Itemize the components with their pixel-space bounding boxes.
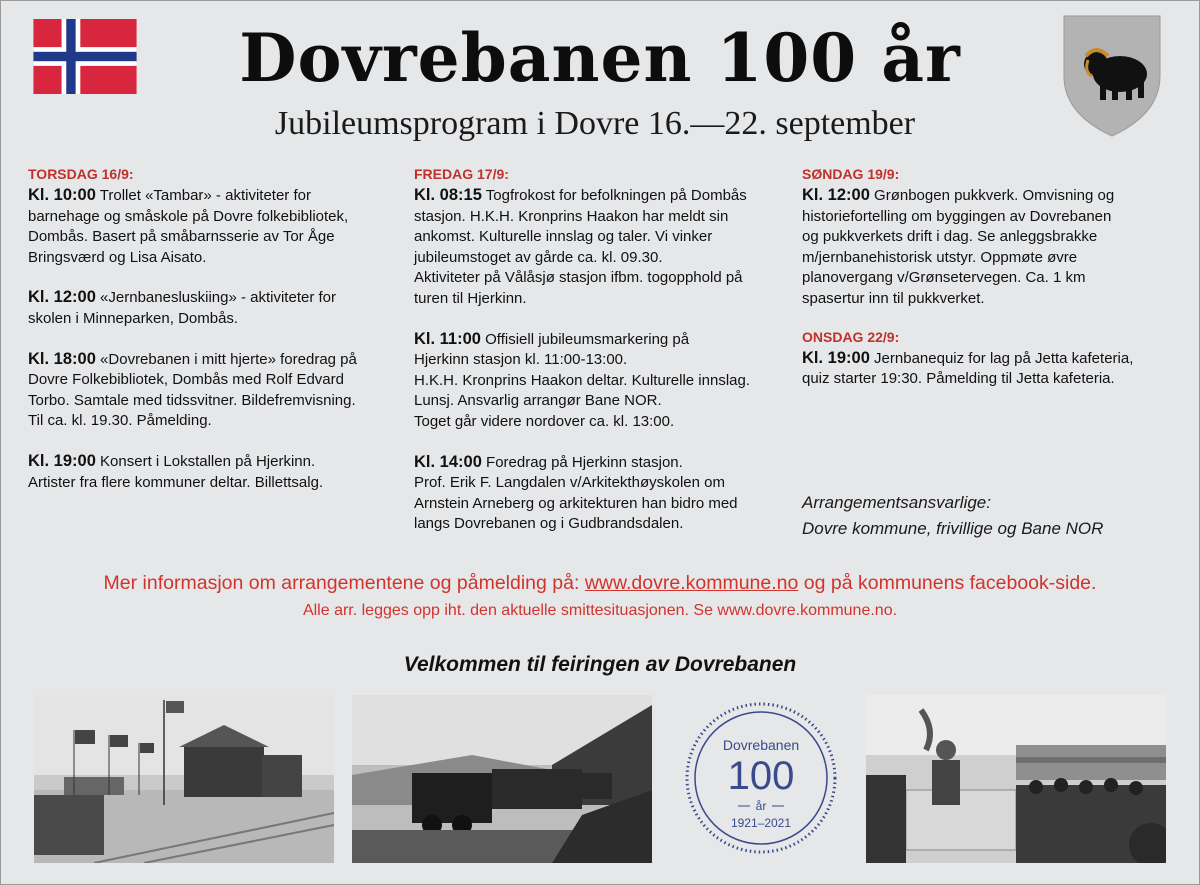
event-description: Jernbanequiz for lag på Jetta kafeteria, quiz starter 19:30. Påmelding til Jetta kafeteria. bbox=[802, 349, 1134, 388]
logo-unit: år bbox=[755, 799, 767, 813]
event-time: Kl. 14:00 bbox=[414, 452, 482, 471]
event-time: Kl. 18:00 bbox=[28, 349, 96, 368]
event-time: Kl. 08:15 bbox=[414, 186, 482, 204]
organizers-note: Arrangementsansvarlige: Dovre kommune, frivillige og Bane NOR bbox=[802, 493, 1104, 538]
steam-train-photo bbox=[352, 695, 652, 863]
event-description: Trollet «Tambar» - aktiviteter for barnehage og småskole på Dovre folkebibliotek, Dombås. Basert på småbarnsserie av Tor Åge Bringsværd og Lisa Aisato. bbox=[28, 187, 349, 266]
logo-number: 100 bbox=[727, 754, 795, 798]
page-title: Dovrebanen 100 år bbox=[239, 19, 961, 97]
event-time: Kl. 10:00 bbox=[28, 186, 96, 204]
day-label: TORSDAG 16/9: bbox=[28, 166, 134, 182]
event-item bbox=[28, 451, 408, 493]
royal-speech-photo bbox=[866, 695, 1166, 863]
day-label: ONSDAG 22/9: bbox=[802, 328, 900, 345]
info-line bbox=[0, 570, 1200, 596]
event-item bbox=[414, 185, 794, 310]
event-description: Offisiell jubileumsmarkering på Hjerkinn stasjon kl. 11:00-13:00. H.K.H. Kronprins Haakon deltar. Kulturelle innslag. Lunsj. Ansvarlig arrangør Bane NOR. Toget går videre nordover ca. kl. 13:00. bbox=[414, 330, 751, 430]
day-label: FREDAG 17/9: bbox=[414, 166, 509, 182]
event-item bbox=[28, 185, 408, 268]
historic-station-photo bbox=[34, 695, 334, 863]
event-item bbox=[28, 349, 408, 432]
logo-years: 1921–2021 bbox=[730, 816, 792, 830]
event-time: Kl. 12:00 bbox=[28, 288, 96, 307]
welcome-heading: Velkommen til feiringen av Dovrebanen bbox=[403, 653, 797, 676]
event-time: Kl. 12:00 bbox=[802, 186, 870, 204]
event-description: «Dovrebanen i mitt hjerte» foredrag på Dovre Folkebibliotek, Dombås med Rolf Edvard Torbo. Samtale med tidssvitner. Bildefremvisning. Til ca. kl. 19.30. Påmelding. bbox=[28, 350, 357, 430]
event-item bbox=[28, 287, 408, 329]
anniversary-logo bbox=[676, 698, 846, 862]
program-column-1 bbox=[28, 166, 408, 512]
info-prefix: Mer informasjon om arrangementene og påmelding på: bbox=[103, 572, 580, 594]
event-description: Konsert i Lokstallen på Hjerkinn. Artister fra flere kommuner deltar. Billettsalg. bbox=[28, 452, 324, 491]
event-description: Grønbogen pukkverk. Omvisning og historiefortelling om byggingen av Dovrebanen og pukkverkets drift i dag. Se anleggsbrakke m/jernbanehistorisk utstyr. Oppmøte øvre planovergang v/Grønsetervegen. Ca. 1 km spasertur inn til pukkverket. bbox=[802, 187, 1115, 307]
event-time: Kl. 19:00 bbox=[28, 451, 96, 470]
info-suffix: og på kommunens facebook-side. bbox=[803, 572, 1097, 594]
event-item bbox=[802, 348, 1182, 390]
event-description: Foredrag på Hjerkinn stasjon. Prof. Erik F. Langdalen v/Arkitekthøyskolen om Arnstein Arneberg og arkitekturen han bidro med langs Dovrebanen og i Gudbrandsdalen. bbox=[414, 453, 738, 533]
page-subtitle: Jubileumsprogram i Dovre 16.—22. september bbox=[274, 105, 916, 142]
event-item bbox=[802, 185, 1182, 310]
event-item bbox=[414, 452, 794, 535]
event-description: «Jernbanesluskiing» - aktiviteter for skolen i Minneparken, Dombås. bbox=[28, 289, 336, 327]
website-link[interactable]: www.dovre.kommune.no bbox=[584, 572, 799, 594]
program-column-2 bbox=[414, 166, 794, 554]
event-time: Kl. 11:00 bbox=[414, 329, 481, 348]
program-column-3 bbox=[802, 166, 1182, 409]
event-description: Togfrokost for befolkningen på Dombås stasjon. H.K.H. Kronprins Haakon har meldt sin ankomst. Kulturelle innslag og taler. Vi vinker jubileumstoget av gårde ca. kl. 09.30. Aktiviteter på Vålåsjø stasjon ifbm. togopphold på turen til Hjerkinn. bbox=[414, 187, 747, 307]
event-time: Kl. 19:00 bbox=[802, 348, 870, 367]
event-item bbox=[414, 329, 794, 433]
covid-notice: Alle arr. legges opp iht. den aktuelle smittesituasjonen. Se www.dovre.kommune.no. bbox=[302, 602, 898, 619]
day-label: SØNDAG 19/9: bbox=[802, 166, 900, 182]
logo-name: Dovrebanen bbox=[722, 737, 800, 753]
